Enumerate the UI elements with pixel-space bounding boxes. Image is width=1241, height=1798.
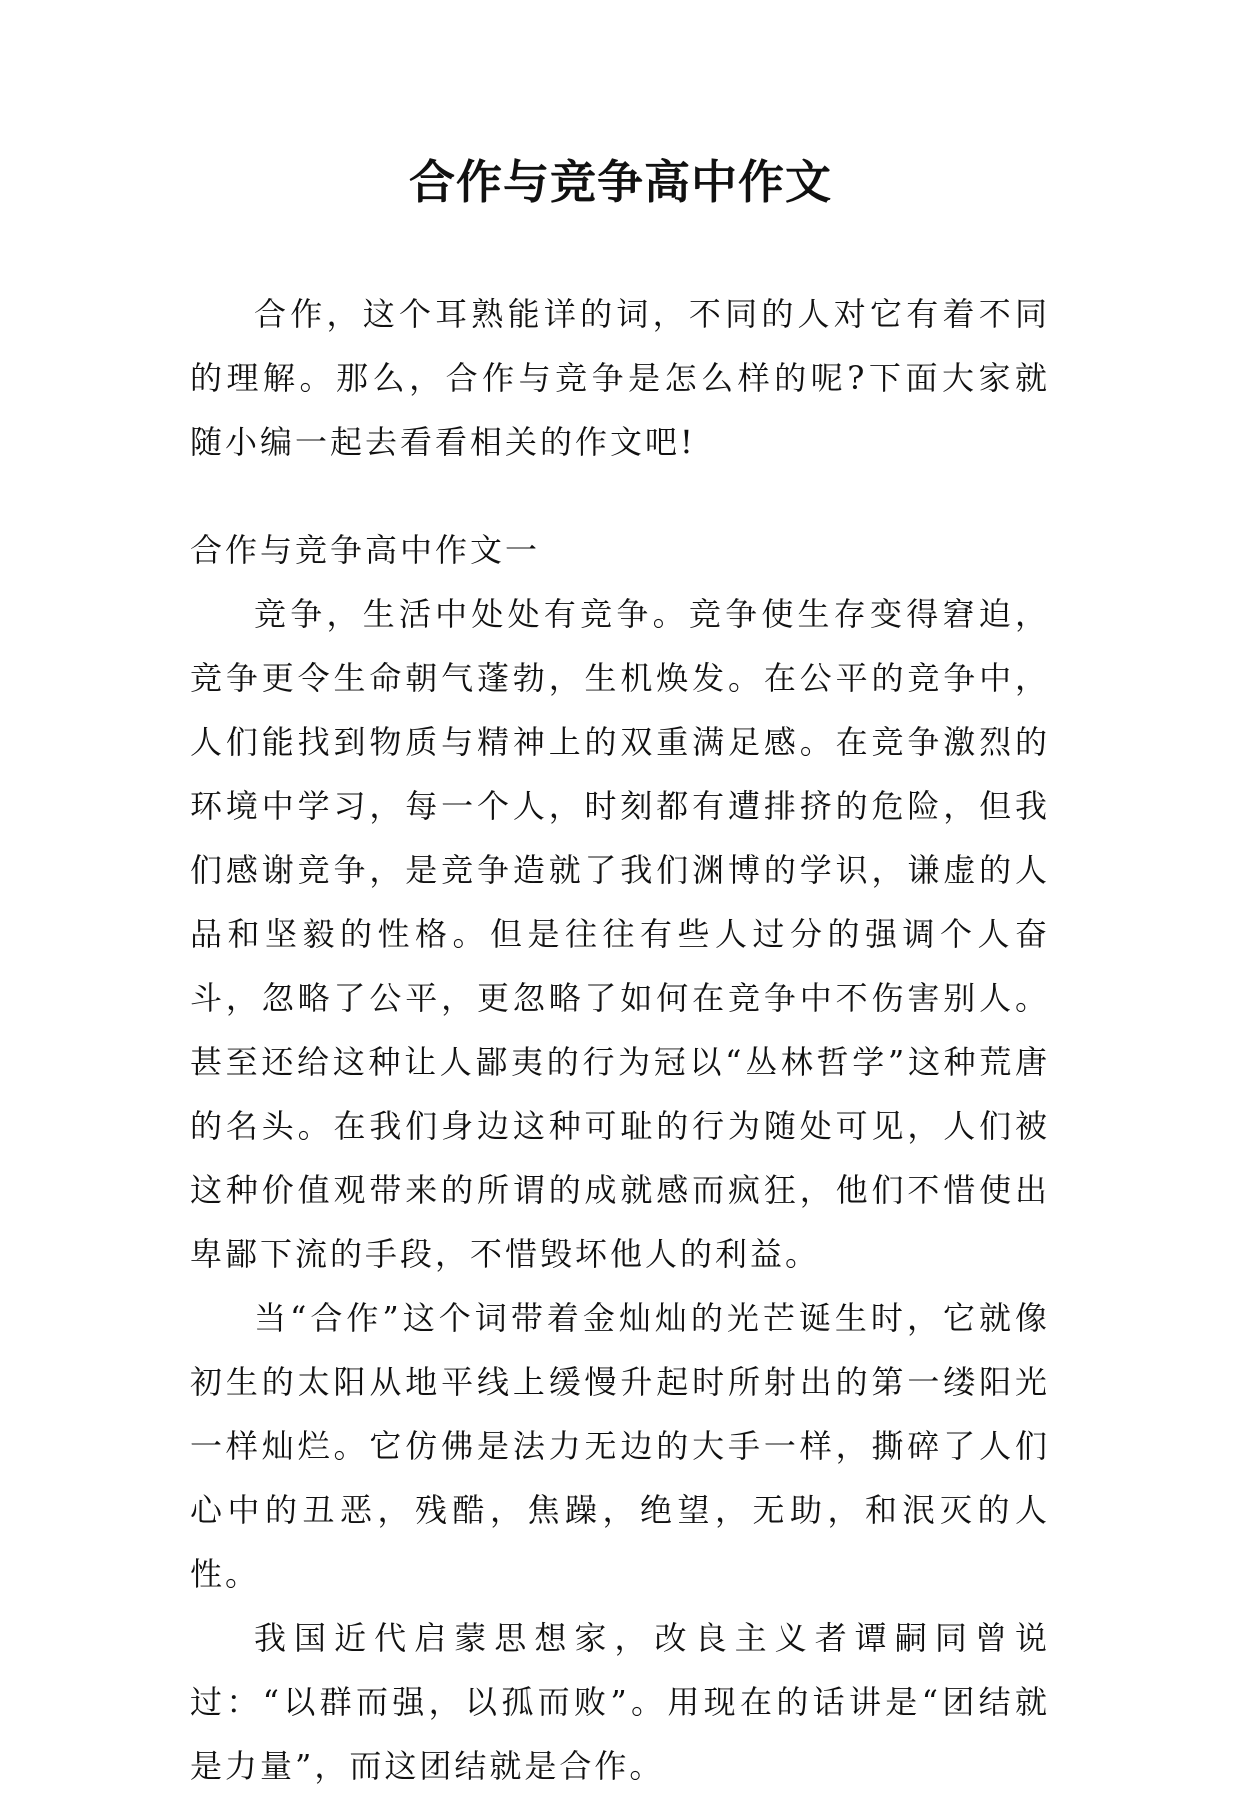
body-paragraph: 当“合作”这个词带着金灿灿的光芒诞生时，它就像初生的太阳从地平线上缓慢升起时所射出的第一缕阳光一样灿烂。它仿佛是法力无边的大手一样，撕碎了人们心中的丑恶，残酷，焦躁，绝望，无助，和泯灭的人性。 bbox=[190, 1299, 1050, 1593]
document-title: 合作与竞争高中作文 bbox=[409, 155, 832, 209]
section-heading: 合作与竞争高中作文一 bbox=[190, 531, 541, 569]
intro-paragraph: 合作，这个耳熟能详的词，不同的人对它有着不同的理解。那么，合作与竞争是怎么样的呢?下面大家就随小编一起去看看相关的作文吧! bbox=[190, 295, 1050, 461]
body-paragraph: 竞争，生活中处处有竞争。竞争使生存变得窘迫，竞争更令生命朝气蓬勃，生机焕发。在公平的竞争中，人们能找到物质与精神上的双重满足感。在竞争激烈的环境中学习，每一个人，时刻都有遭排挤的危险，但我们感谢竞争，是竞争造就了我们渊博的学识，谦虚的人品和坚毅的性格。但是往往有些人过分的强调个人奋斗，忽略了公平，更忽略了如何在竞争中不伤害别人。甚至还给这种让人鄙夷的行为冠以“丛林哲学”这种荒唐的名头。在我们身边这种可耻的行为随处可见，人们被这种价值观带来的所谓的成就感而疯狂，他们不惜使出卑鄙下流的手段，不惜毁坏他人的利益。 bbox=[190, 595, 1050, 1273]
intro-block bbox=[190, 282, 1050, 474]
body-paragraph: 我国近代启蒙思想家，改良主义者谭嗣同曾说过：“以群而强，以孤而败”。用现在的话讲是“团结就是力量”，而这团结就是合作。 bbox=[190, 1619, 1050, 1785]
essay-section bbox=[190, 518, 1050, 1798]
